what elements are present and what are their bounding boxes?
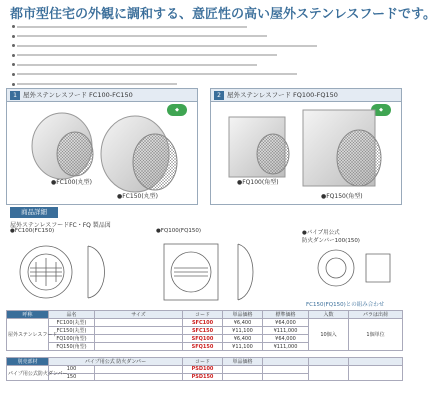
std-price-cell	[263, 373, 309, 381]
product-name-cell: パイプ用公式防火ダンパー	[7, 366, 49, 381]
price-cell	[223, 373, 263, 381]
intro-bullets	[12, 22, 396, 84]
std-price-cell: ¥111,000	[263, 327, 309, 335]
ship-cell: 1個単位	[349, 319, 403, 351]
price-cell: ¥6,400	[223, 335, 263, 343]
table-row	[7, 319, 403, 327]
bullet-line	[12, 70, 396, 79]
card-title: 屋外ステンレスフード FC100-FC150	[23, 91, 133, 99]
header-cell: 品名	[49, 311, 95, 319]
damper-side-outline	[366, 254, 390, 282]
code-cell: PSD100	[183, 366, 223, 374]
square-hood-photo	[211, 102, 403, 206]
bullet-text-placeholder	[17, 54, 277, 56]
card-number: 1	[10, 91, 20, 100]
caption-fq100: ●FQ100(角型)	[237, 179, 279, 186]
card-header	[211, 89, 401, 102]
product-card-fc	[6, 88, 198, 205]
bullet-dot	[12, 25, 15, 28]
bullet-text-placeholder	[17, 35, 267, 37]
table-header-row	[7, 311, 403, 319]
header-cell	[309, 358, 349, 366]
code-cell: SFC100	[183, 319, 223, 327]
hood-small-mesh	[57, 132, 93, 176]
code-cell: SFQ100	[183, 335, 223, 343]
size-cell: FQ150(角型)	[49, 343, 95, 351]
header-cell	[349, 358, 403, 366]
header-cell	[263, 358, 309, 366]
bullet-line	[12, 51, 396, 60]
bullet-dot	[12, 83, 15, 86]
drawing-label-pipe: ●パイプ用公式	[302, 230, 340, 236]
spec-table-damper	[6, 357, 403, 381]
fc-grille-lines	[30, 258, 62, 286]
bullet-dot	[12, 44, 15, 47]
header-cell: 単品価格	[223, 358, 263, 366]
header-cell: 標準価格	[263, 311, 309, 319]
spec-cell	[95, 327, 183, 335]
spec-cell	[95, 343, 183, 351]
drawing-label-combo: FC150(FQ150)との組み合わせ	[306, 302, 385, 308]
caption-fc100: ●FC100(丸型)	[51, 179, 93, 186]
header-cell: パラは出荷	[349, 311, 403, 319]
price-cell: ¥11,100	[223, 327, 263, 335]
fq-side-outline	[238, 244, 253, 300]
drawing-label-fq: ●FQ100(FQ150)	[156, 228, 202, 234]
bullet-dot	[12, 35, 15, 38]
section-label: 商品詳細	[10, 207, 58, 218]
header-cell: コード	[183, 358, 223, 366]
caption-fc150: ●FC150(丸型)	[117, 193, 159, 200]
code-cell: PSD150	[183, 373, 223, 381]
damper-inner	[326, 258, 346, 278]
size-cell: 100	[49, 366, 95, 374]
header-cell: 単品価格	[223, 311, 263, 319]
card-header	[7, 89, 197, 102]
bullet-text-placeholder	[17, 83, 177, 85]
spec-cell	[95, 366, 183, 374]
table-header-row	[7, 358, 403, 366]
drawing-title: 屋外ステンレスフードFC・FQ 製品図	[10, 222, 111, 229]
header-cell: 呼称	[7, 311, 49, 319]
product-drawings	[6, 226, 402, 310]
size-cell: FC100(丸型)	[49, 319, 95, 327]
header-cell: コード	[183, 311, 223, 319]
spec-cell	[95, 373, 183, 381]
header-cell: 別売部材	[7, 358, 49, 366]
header-cell: 入数	[309, 311, 349, 319]
bullet-dot	[12, 54, 15, 57]
bullet-dot	[12, 63, 15, 66]
bullet-text-placeholder	[17, 45, 317, 47]
headline: 都市型住宅の外観に調和する、意匠性の高い屋外ステンレスフードです。	[10, 7, 436, 22]
card-number: 2	[214, 91, 224, 100]
header-cell: サイズ	[95, 311, 183, 319]
std-price-cell: ¥111,000	[263, 343, 309, 351]
std-price-cell	[263, 366, 309, 374]
spec-cell	[95, 319, 183, 327]
spec-table-hood	[6, 310, 403, 351]
bullet-line	[12, 32, 396, 41]
spec-cell	[95, 335, 183, 343]
size-cell: 150	[49, 373, 95, 381]
product-card-fq	[210, 88, 402, 205]
card-title: 屋外ステンレスフード FQ100-FQ150	[227, 91, 338, 99]
fq-grille-lines	[174, 268, 208, 276]
product-name-cell: 屋外ステンレスフード	[7, 319, 49, 351]
price-cell	[223, 366, 263, 374]
price-cell: ¥11,100	[223, 343, 263, 351]
damper-outline	[318, 250, 354, 286]
header-cell: パイプ用公式 防火ダンパー	[49, 358, 183, 366]
product-badge-icon: ◆	[371, 104, 391, 116]
round-hood-photo	[7, 102, 199, 206]
bullet-text-placeholder	[17, 73, 297, 75]
product-badge-icon: ◆	[167, 104, 187, 116]
size-cell: FC150(丸型)	[49, 327, 95, 335]
size-cell: FQ100(角型)	[49, 335, 95, 343]
ship-cell	[349, 366, 403, 381]
std-price-cell: ¥64,000	[263, 319, 309, 327]
bullet-text-placeholder	[17, 64, 257, 66]
price-cell: ¥6,400	[223, 319, 263, 327]
code-cell: SFC150	[183, 327, 223, 335]
bullet-line	[12, 41, 396, 50]
bullet-line	[12, 22, 396, 31]
drawing-label-fc: ●FC100(FC150)	[10, 228, 55, 234]
hood-large-mesh	[133, 134, 177, 190]
hood-small-mesh	[257, 134, 289, 174]
drawing-label-damper: 防火ダンパー100(150)	[302, 238, 360, 244]
bullet-dot	[12, 73, 15, 76]
qty-cell: 10個入	[309, 319, 349, 351]
hood-large-mesh	[337, 130, 381, 186]
caption-fq150: ●FQ150(角型)	[321, 193, 363, 200]
bullet-line	[12, 60, 396, 69]
table-row	[7, 366, 403, 374]
qty-cell	[309, 366, 349, 381]
fc-side-outline	[88, 246, 105, 298]
std-price-cell: ¥64,000	[263, 335, 309, 343]
bullet-text-placeholder	[17, 26, 247, 28]
code-cell: SFQ150	[183, 343, 223, 351]
